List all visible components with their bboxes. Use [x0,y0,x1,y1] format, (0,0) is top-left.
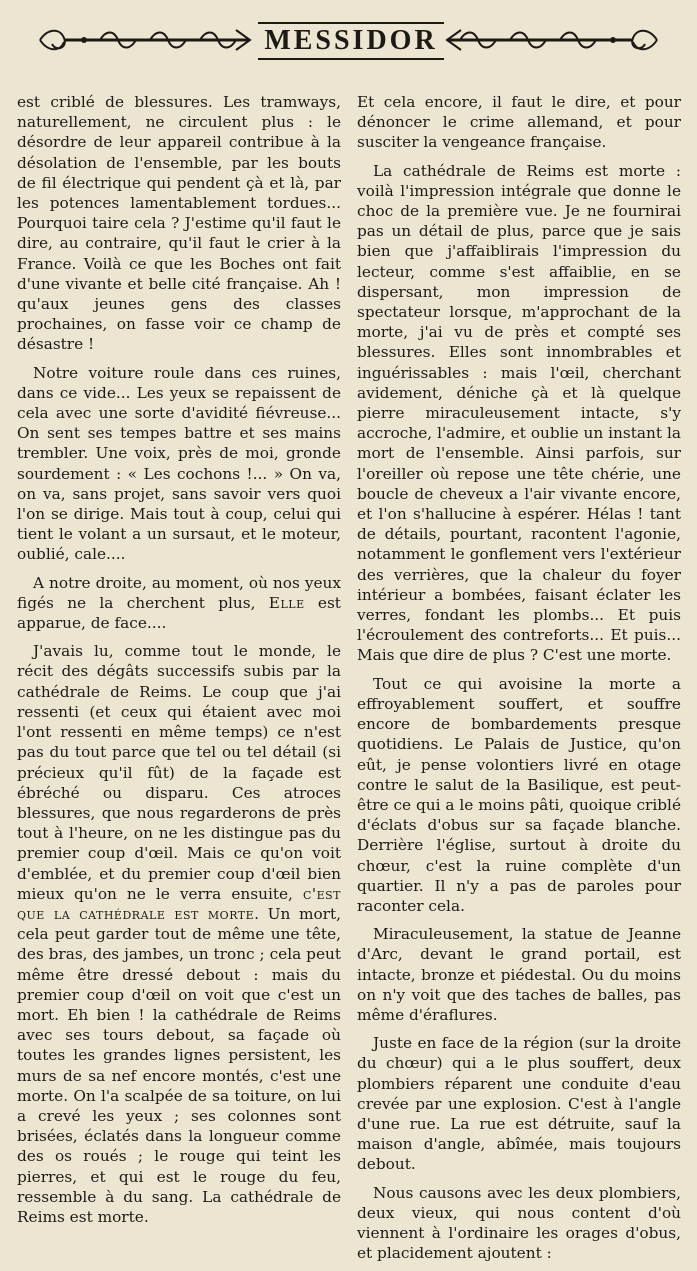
paragraph: est criblé de blessures. Les tramways, naturellement, ne circulent plus : le désordre de leur appareil contribue à la désolation de l'ensemble, par les bouts de fil électrique qui pendent çà et là, par les potences lamentablement tordues... Pourquoi taire cela ? J'estime qu'il faut le dire, au contraire, qu'il faut le crier à la France. Voilà ce que les Boches ont fait d'une vivante et belle cité française. Ah ! qu'aux jeunes gens des classes prochaines, on fasse voir ce champ de désastre ! [17,93,341,354]
left-column [17,92,341,1235]
paragraph: Juste en face de la région (sur la droite du chœur) qui a le plus souffert, deux plombiers réparent une conduite d'eau crevée par une explosion. C'est à l'angle d'une rue. La rue est détruite, sauf la maison d'angle, abîmée, mais toujours debout. [357,1034,681,1174]
paragraph: Nous causons avec les deux plombiers, deux vieux, qui nous content d'où viennent à l'ordinaire les orages d'obus, et placidement ajoutent : [357,1183,681,1263]
right-column [357,92,681,1271]
paragraph: Notre voiture roule dans ces ruines, dans ce vide... Les yeux se repaissent de cela avec une sorte d'avidité fiévreuse... On sent ses tempes battre et ses mains trembler. Une voix, près de moi, gronde sourdement : « Les cochons !... » On va, on va, sans projet, sans savoir vers quoi l'on se dirige. Mais tout à coup, celui qui tient le volant a un sursaut, et le moteur, oublié, cale.... [17,363,341,564]
masthead-title: MESSIDOR [264,25,438,56]
paragraph: La cathédrale de Reims est morte : voilà l'impression intégrale que donne le choc de la première vue. Je ne fournirai pas un détail de plus, parce que je sais bien que j'affaiblirais l'impression du lecteur, comme s'est affaiblie, en se dispersant, mon impression de spectateur lorsque, m'approchant de la morte, j'ai vu de près et compté ses blessures. Elles sont innombrables et inguérissables : mais l'œil, cherchant avidement, déniche çà et là quelque pierre miraculeusement intacte, s'y accroche, l'admire, et oublie un instant la mort de l'ensemble. Ainsi parfois, sur l'oreiller où repose une tête chérie, une boucle de cheveux a l'air vivante encore, et l'on s'hallucine à espérer. Hélas ! tant de détails, pourtant, racontent l'agonie, notamment le gonflement vers l'extérieur des verrières, que la chaleur du foyer intérieur a bombées, faisant éclater les verres, fondant les plombs... Et puis l'écroulement des contreforts... Et puis... Mais que dire de plus ? C'est une morte. [357,161,681,665]
small-caps-word: Elle [268,593,305,612]
paragraph: Tout ce qui avoisine la morte a effroyablement souffert, et souffre encore de bombardements presque quotidiens. Le Palais de Justice, qu'on eût, je pense volontiers livré en otage contre le salut de la Basilique, est peut-être ce qui a le moins pâti, quoique criblé d'éclats d'obus sur sa façade blanche. Derrière l'église, surtout à droite du chœur, c'est la ruine complète d'un quartier. Il n'y a pas de paroles pour raconter cela. [357,674,681,915]
paragraph: Et cela encore, il faut le dire, et pour dénoncer le crime allemand, et pour susciter la vengeance française. [357,93,681,152]
paragraph: Miraculeusement, la statue de Jeanne d'Arc, devant le grand portail, est intacte, bronze et piédestal. Ou du moins on n'y voit que des taches de balles, pas même d'éraflures. [357,925,681,1024]
text-run: A notre droite, au moment, où nos yeux figés ne la cherchent plus, [17,573,341,612]
masthead-title-frame [258,22,444,60]
text-run: . Un mort, cela peut garder tout de même une tête, des bras, des jambes, un tronc ; cela peut même être dressé debout : mais du premier coup d'œil on voit que c'est un mort. Eh bien ! la cathédrale de Reims avec ses tours debout, sa façade où toutes les grandes lignes persistent, les murs de sa nef encore montés, c'est une morte. On l'a scalpée de sa toiture, on lui a crevé les yeux ; ses colonnes sont brisées, éclatés dans la longueur comme des os roués ; le rouge qui teint les pierres, et qui est le rouge du feu, ressemble à du sang. La cathédrale de Reims est morte. [17,904,341,1226]
text-run: J'avais lu, comme tout le monde, le récit des dégâts successifs subis par la cathédrale de Reims. Le coup que j'ai ressenti (et ceux qui étaient avec moi l'ont ressenti en même temps) ce n'est pas du tout parce que tel ou tel détail (si précieux qu'il fût) de la façade est ébréché ou disparu. Ces atroces blessures, que nous regarderons de près tout à l'heure, on ne les distingue pas du premier coup d'œil. Mais ce qu'on voit d'emblée, et du premier coup d'œil bien mieux qu'on ne le verra ensuite, [17,642,341,903]
small-caps-phrase: c'est que la cathédrale est morte [17,884,341,923]
text-run: est apparue, de face.... [17,593,341,633]
paragraph [17,641,341,1227]
page-header [0,0,697,84]
paragraph [17,573,341,634]
